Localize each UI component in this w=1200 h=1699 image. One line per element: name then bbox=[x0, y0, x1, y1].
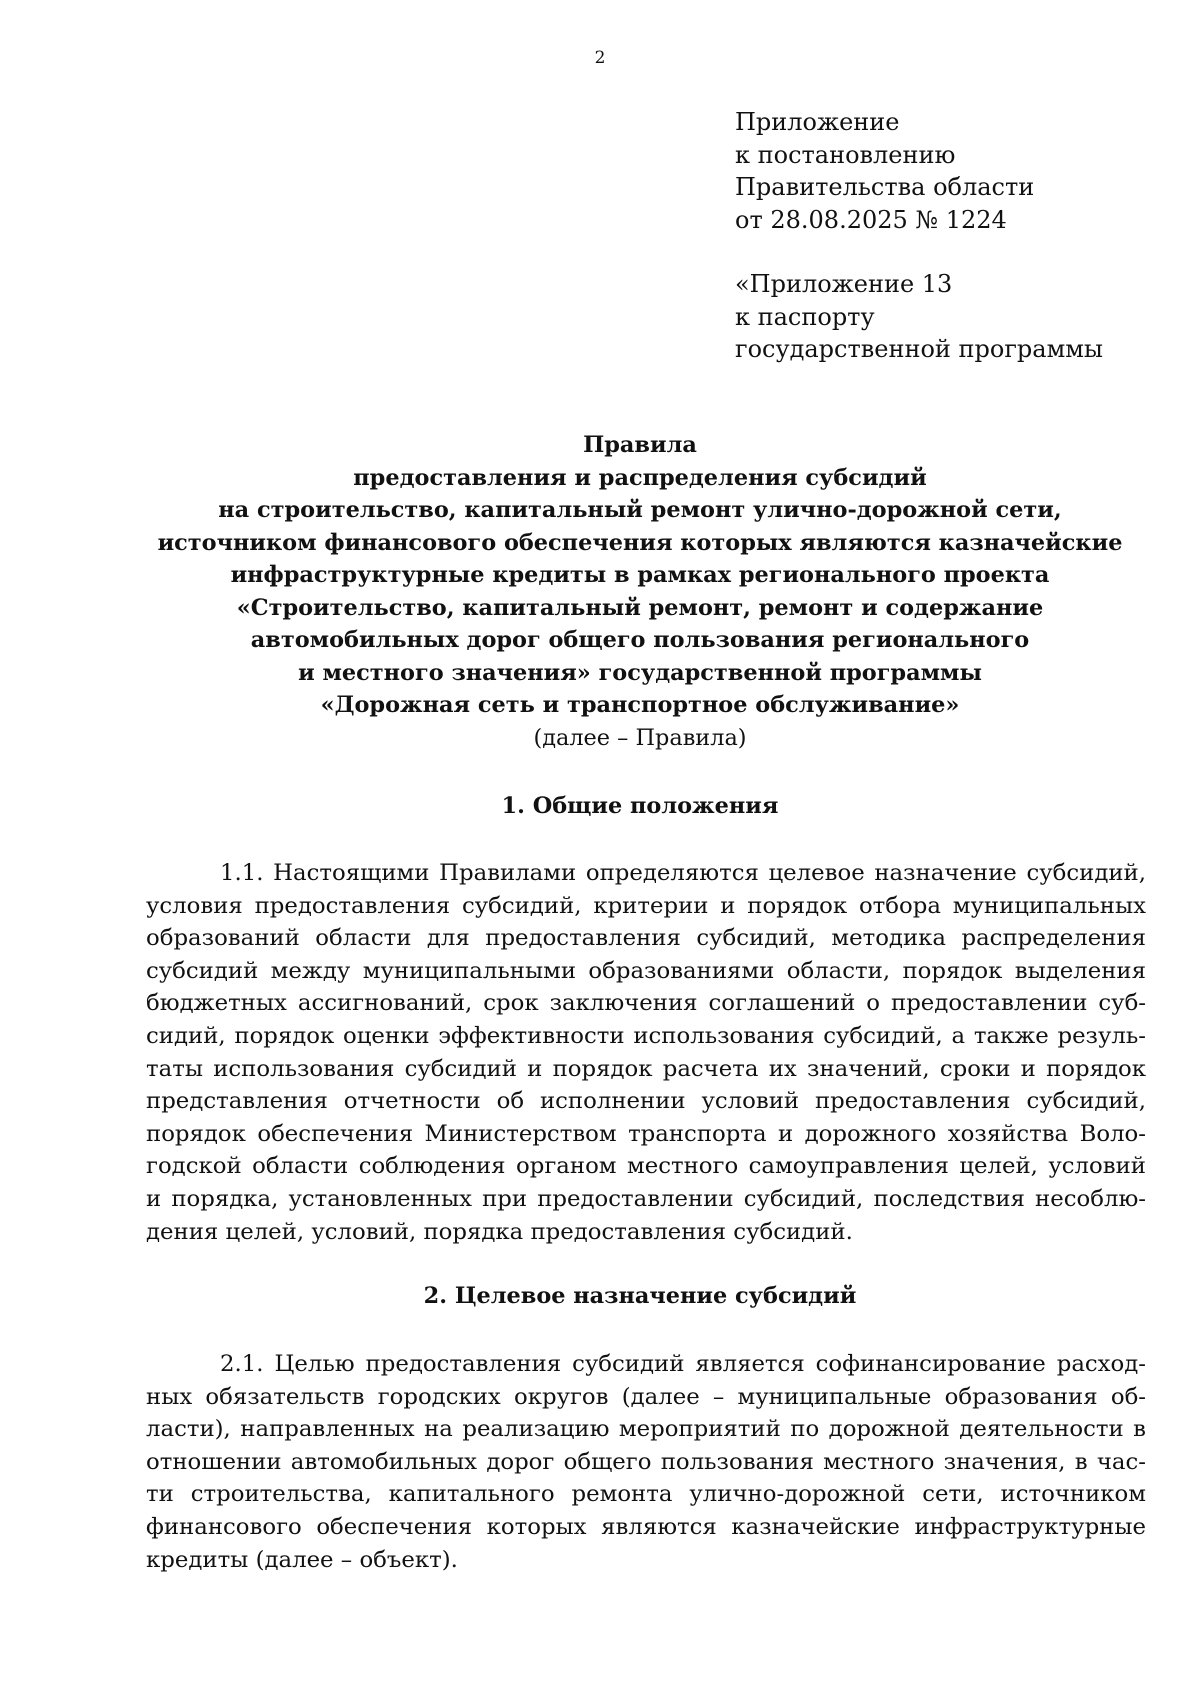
title-note: (далее – Правила) bbox=[533, 724, 747, 751]
paragraph-line: финансового обеспечения которых являются казначейские инфраструктурные bbox=[146, 1513, 1146, 1540]
section-heading: 2. Целевое назначение субсидий bbox=[423, 1283, 857, 1309]
title-line: автомобильных дорог общего пользования регионального bbox=[250, 627, 1030, 653]
paragraph-line: порядок обеспечения Министерством транспорта и дорожного хозяйства Воло- bbox=[146, 1120, 1146, 1147]
section-paragraph bbox=[146, 1348, 1146, 1576]
title-line: предоставления и распределения субсидий bbox=[353, 464, 927, 491]
paragraph-line: годской области соблюдения органом местного самоуправления целей, условий bbox=[146, 1153, 1146, 1180]
approval-line: от 28.08.2025 № 1224 bbox=[735, 205, 1007, 234]
section-paragraph bbox=[146, 857, 1146, 1248]
paragraph-line: ласти), направленных на реализацию мероприятий по дорожной деятельности в bbox=[146, 1416, 1146, 1443]
appendix-line: государственной программы bbox=[735, 335, 1104, 363]
approval-line: к постановлению bbox=[735, 140, 956, 169]
section-heading: 1. Общие положения bbox=[501, 793, 779, 819]
paragraph-line: условия предоставления субсидий, критерии и порядок отбора муниципальных bbox=[146, 892, 1146, 919]
paragraph-line: отношении автомобильных дорог общего пользования местного значения, в час- bbox=[146, 1448, 1146, 1475]
paragraph-line: таты использования субсидий и порядок расчета их значений, сроки и порядок bbox=[146, 1055, 1146, 1082]
paragraph-line: сидий, порядок оценки эффективности использования субсидий, а также резуль- bbox=[146, 1022, 1146, 1049]
paragraph-line: дения целей, условий, порядка предоставления субсидий. bbox=[146, 1218, 853, 1245]
title-line: «Дорожная сеть и транспортное обслуживание» bbox=[320, 692, 960, 718]
document-title bbox=[130, 429, 1150, 754]
paragraph-line: и порядка, установленных при предоставлении субсидий, последствия несоблю- bbox=[146, 1185, 1146, 1212]
paragraph-line: 2.1. Целью предоставления субсидий является софинансирование расход- bbox=[220, 1351, 1146, 1377]
title-line: инфраструктурные кредиты в рамках регионального проекта bbox=[230, 562, 1050, 588]
title-line: на строительство, капитальный ремонт улично-дорожной сети, bbox=[218, 497, 1062, 523]
paragraph-line: бюджетных ассигнований, срок заключения соглашений о предоставлении суб- bbox=[146, 990, 1146, 1017]
appendix-line: к паспорту bbox=[735, 302, 875, 331]
title-line: Правила bbox=[583, 432, 697, 458]
page-number: 2 bbox=[594, 48, 606, 68]
title-line: и местного значения» государственной программы bbox=[298, 659, 982, 686]
approval-line: Приложение bbox=[735, 108, 900, 136]
approval-block bbox=[735, 106, 1034, 236]
paragraph-line: образований области для предоставления субсидий, методика распределения bbox=[146, 925, 1146, 952]
title-line: источником финансового обеспечения которых являются казначейские bbox=[157, 529, 1123, 556]
paragraph-line: представления отчетности об исполнении условий предоставления субсидий, bbox=[146, 1088, 1146, 1115]
appendix-line: «Приложение 13 bbox=[735, 270, 953, 298]
paragraph-line: ных обязательств городских округов (далее – муниципальные образования об- bbox=[146, 1383, 1146, 1410]
title-line: «Строительство, капитальный ремонт, ремонт и содержание bbox=[236, 594, 1044, 621]
paragraph-line: ти строительства, капитального ремонта улично-дорожной сети, источником bbox=[146, 1481, 1146, 1508]
approval-line: Правительства области bbox=[735, 173, 1035, 201]
paragraph-line: субсидий между муниципальными образованиями области, порядок выделения bbox=[146, 957, 1146, 984]
paragraph-line: 1.1. Настоящими Правилами определяются целевое назначение субсидий, bbox=[220, 860, 1146, 886]
paragraph-line: кредиты (далее – объект). bbox=[146, 1546, 458, 1573]
appendix-block bbox=[735, 268, 1103, 366]
